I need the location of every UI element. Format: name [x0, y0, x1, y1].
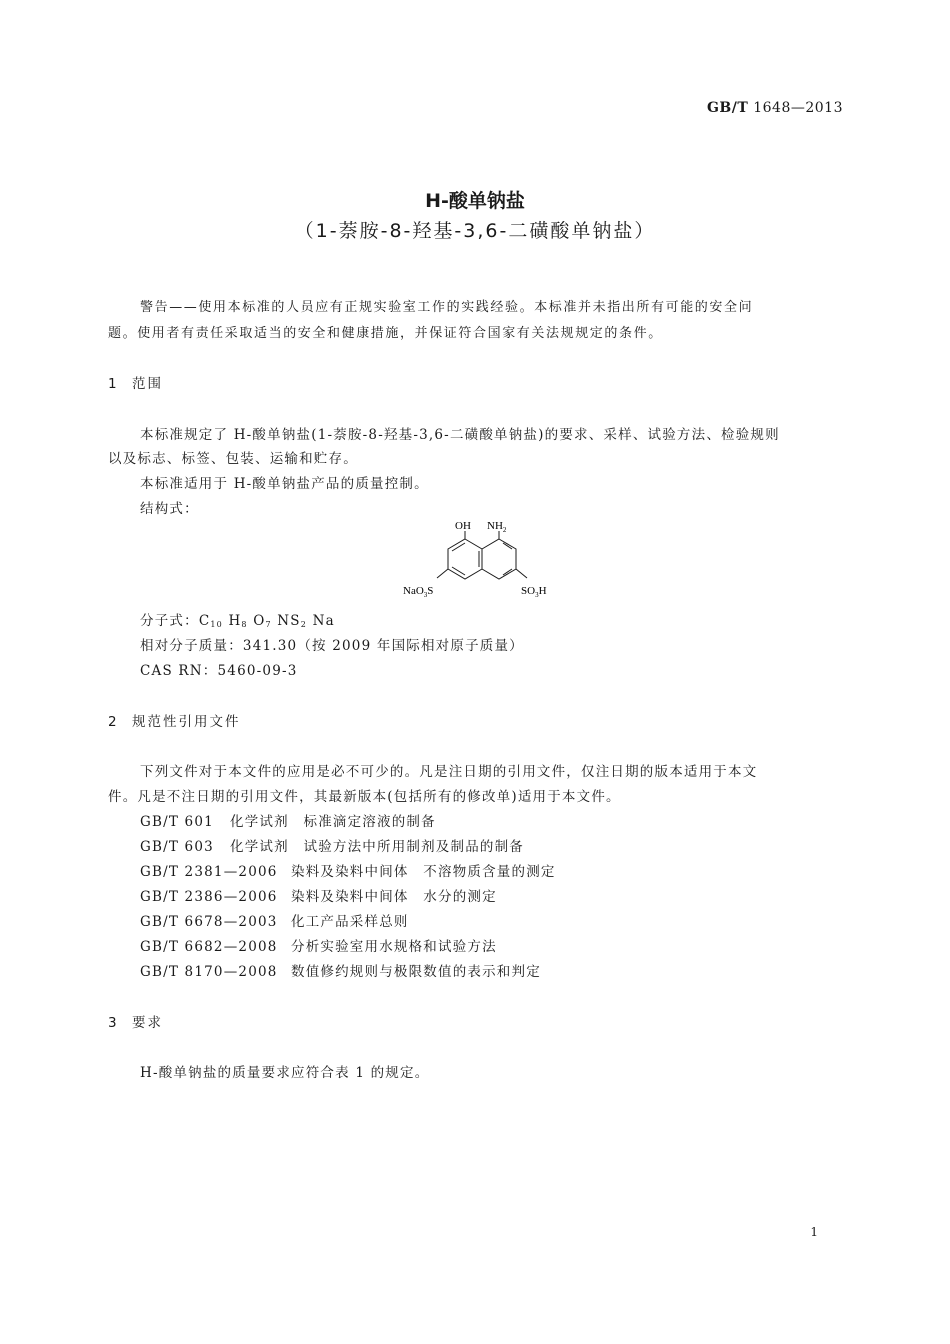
- document-title: H-酸单钠盐: [425, 190, 525, 212]
- so3h-label: $SO_3H$: [521, 585, 547, 599]
- section-3-number: 3: [108, 1015, 119, 1031]
- section-3-para: H-酸单钠盐的质量要求应符合表 1 的规定。: [140, 1065, 430, 1081]
- cas-number: CAS RN：5460-09-3: [140, 663, 298, 679]
- oh-label: OH: [455, 520, 471, 532]
- section-1-title: 范围: [132, 376, 163, 392]
- structure-diagram: [395, 518, 565, 604]
- reference-item: GB/T 601 化学试剂 标准滴定溶液的制备: [140, 814, 436, 830]
- formula-label: 分子式：: [140, 613, 199, 629]
- reference-item: GB/T 8170—2008 数值修约规则与极限数值的表示和判定: [140, 964, 541, 980]
- nh2-label: $NH_2$: [487, 520, 507, 534]
- page-number: 1: [810, 1225, 818, 1239]
- section-2-heading: [108, 710, 241, 730]
- document-subtitle: （1-萘胺-8-羟基-3,6-二磺酸单钠盐）: [294, 220, 656, 242]
- naphthalene-ring-icon: [437, 531, 527, 579]
- section-2-number: 2: [108, 714, 119, 730]
- section-2-intro-line-2: 件。凡是不注日期的引用文件，其最新版本(包括所有的修改单)适用于本文件。: [108, 789, 621, 805]
- warning-line-2: 题。使用者有责任采取适当的安全和健康措施，并保证符合国家有关法规规定的条件。: [108, 326, 663, 341]
- nao3s-label: NaO$_3$S: [403, 585, 434, 599]
- section-1-para-1-line-2: 以及标志、标签、包装、运输和贮存。: [108, 451, 358, 467]
- section-1-para-2: 本标准适用于 H-酸单钠盐产品的质量控制。: [140, 476, 429, 492]
- section-2-intro-line-1: 下列文件对于本文件的应用是必不可少的。凡是注日期的引用文件，仅注日期的版本适用于本文: [140, 764, 758, 780]
- section-1-para-1-line-1: 本标准规定了 H-酸单钠盐(1-萘胺-8-羟基-3,6-二磺酸单钠盐)的要求、采样、试验方法、检验规则: [140, 427, 780, 443]
- section-3-title: 要求: [132, 1015, 163, 1031]
- section-1-heading: [108, 372, 163, 392]
- reference-item: GB/T 6678—2003 化工产品采样总则: [140, 914, 409, 930]
- standard-code-number: 1648—2013: [753, 100, 843, 116]
- reference-item: GB/T 603 化学试剂 试验方法中所用制剂及制品的制备: [140, 839, 524, 855]
- warning-line-1: 警告——使用本标准的人员应有正规实验室工作的实践经验。本标准并未指出所有可能的安全问: [140, 300, 754, 315]
- reference-item: GB/T 6682—2008 分析实验室用水规格和试验方法: [140, 939, 497, 955]
- standard-code: [707, 100, 843, 116]
- section-1-number: 1: [108, 376, 119, 392]
- section-2-title: 规范性引用文件: [132, 714, 241, 730]
- standard-code-prefix: GB/T: [706, 100, 749, 116]
- structure-label: 结构式：: [140, 501, 199, 517]
- reference-item: GB/T 2386—2006 染料及染料中间体 水分的测定: [140, 889, 497, 905]
- reference-item: GB/T 2381—2006 染料及染料中间体 不溶物质含量的测定: [140, 864, 556, 880]
- molecular-mass: 相对分子质量：341.30（按 2009 年国际相对原子质量）: [140, 638, 524, 654]
- section-3-heading: [108, 1011, 163, 1031]
- molecular-formula: 分子式：$C_{10}$ $H_8$ $O_7$ $NS_2$ Na: [140, 613, 335, 629]
